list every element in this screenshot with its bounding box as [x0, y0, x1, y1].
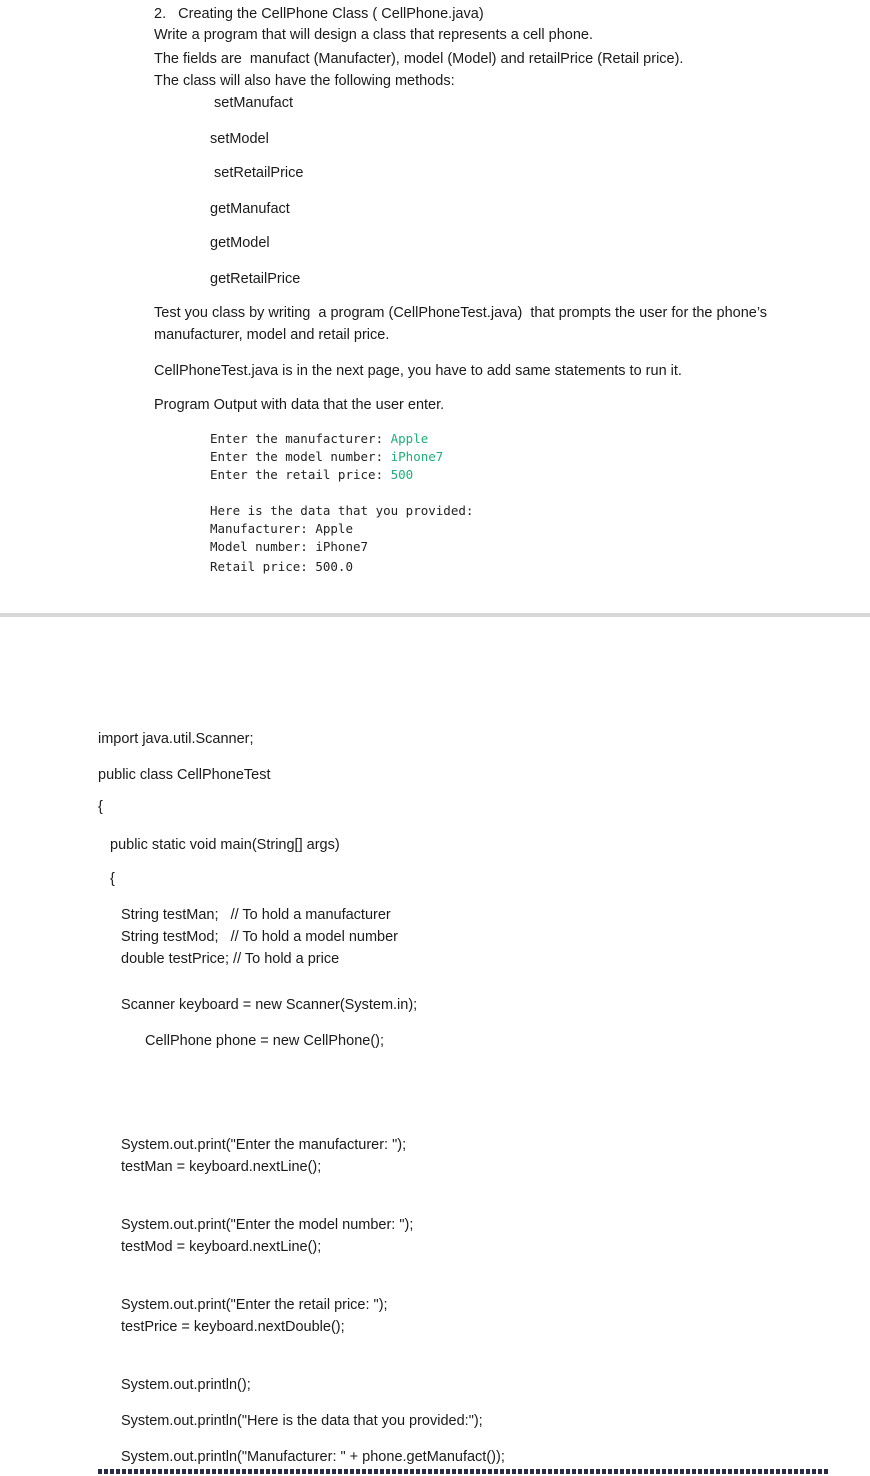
code-line: System.out.print("Enter the manufacturer: "); — [121, 1137, 407, 1153]
code-line: public class CellPhoneTest — [98, 767, 271, 783]
code-line: testPrice = keyboard.nextDouble(); — [121, 1319, 345, 1335]
intro-line: Write a program that will design a class that represents a cell phone. — [154, 27, 593, 43]
code-line: testMod = keyboard.nextLine(); — [121, 1239, 322, 1255]
test-paragraph-line: manufacturer, model and retail price. — [154, 327, 390, 343]
code-line: String testMan; // To hold a manufacturer — [121, 907, 391, 923]
console-prompt-line: Enter the model number: iPhone7 — [210, 449, 444, 464]
console-output-line: Here is the data that you provided: — [210, 503, 474, 518]
page-divider — [0, 613, 870, 617]
method-item: getRetailPrice — [210, 271, 301, 287]
method-item: setManufact — [214, 95, 293, 111]
console-output-line: Retail price: 500.0 — [210, 559, 353, 574]
code-line: testMan = keyboard.nextLine(); — [121, 1159, 322, 1175]
user-input-value: iPhone7 — [390, 449, 444, 464]
code-line: public static void main(String[] args) — [110, 837, 340, 853]
user-input-value: Apple — [390, 431, 429, 446]
method-item: setModel — [210, 131, 269, 147]
code-line: System.out.println("Here is the data that you provided:"); — [121, 1413, 483, 1429]
method-item: getModel — [210, 235, 270, 251]
code-line: double testPrice; // To hold a price — [121, 951, 340, 967]
code-line: { — [110, 871, 115, 887]
user-input-value: 500 — [390, 467, 414, 482]
exercise-heading: 2. Creating the CellPhone Class ( CellPhone.java) — [154, 6, 484, 22]
code-line: System.out.print("Enter the retail price: "); — [121, 1297, 388, 1313]
test-paragraph-line: Test you class by writing a program (CellPhoneTest.java) that prompts the user for the phone’s — [154, 305, 768, 321]
intro-line: The fields are manufact (Manufacter), model (Model) and retailPrice (Retail price). — [154, 51, 684, 67]
code-line: CellPhone phone = new CellPhone(); — [145, 1033, 385, 1049]
code-line: System.out.println("Manufacturer: " + phone.getManufact()); — [121, 1449, 505, 1465]
code-line: String testMod; // To hold a model number — [121, 929, 398, 945]
code-line: import java.util.Scanner; — [98, 731, 254, 747]
intro-line: The class will also have the following methods: — [154, 73, 455, 89]
console-prompt-line: Enter the manufacturer: Apple — [210, 431, 429, 446]
code-line: System.out.println(); — [121, 1377, 251, 1393]
method-item: setRetailPrice — [214, 165, 304, 181]
dotted-rule — [98, 1469, 830, 1474]
console-output-line: Manufacturer: Apple — [210, 521, 353, 536]
code-line: Scanner keyboard = new Scanner(System.in); — [121, 997, 418, 1013]
code-line: { — [98, 799, 103, 815]
next-page-note: CellPhoneTest.java is in the next page, you have to add same statements to run it. — [154, 363, 682, 379]
method-item: getManufact — [210, 201, 290, 217]
console-prompt-line: Enter the retail price: 500 — [210, 467, 414, 482]
output-heading: Program Output with data that the user enter. — [154, 397, 445, 413]
console-output-line: Model number: iPhone7 — [210, 539, 369, 554]
code-line: System.out.print("Enter the model number: "); — [121, 1217, 414, 1233]
